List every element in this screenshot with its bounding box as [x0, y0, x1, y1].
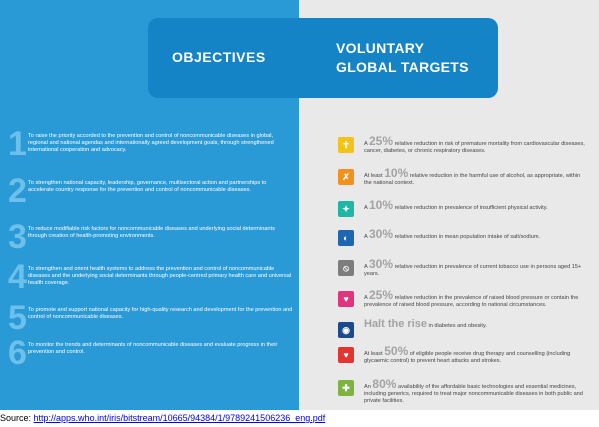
- target-lead: At least: [364, 173, 385, 179]
- objective-text: To strengthen national capacity, leadership, governance, multisectoral action and partnerships to accelerate country response for the prevention and control of noncommunicable diseases.: [28, 180, 267, 193]
- objective-text: To promote and support national capacity for high-quality research and development for the prevention and control of noncommunicable diseases.: [28, 307, 293, 320]
- objective-text: To raise the priority accorded to the prevention and control of noncommunicable diseases in global, regional and national agendas and internationally agreed development goals, through strengthened international cooperation and advocacy.: [28, 133, 274, 153]
- target-item: [338, 200, 588, 224]
- target-text: [364, 168, 589, 187]
- target-lead: A: [364, 141, 369, 147]
- target-item: [338, 346, 588, 370]
- objective-text: To monitor the trends and determinants of noncommunicable diseases and evaluate progress in their prevention and control.: [28, 342, 278, 355]
- target-figure: 50%: [384, 344, 409, 358]
- target-figure: 80%: [372, 377, 397, 391]
- target-figure: 25%: [368, 134, 394, 148]
- source-link[interactable]: http://apps.who.int/iris/bitstream/10665/94384/1/9789241506236_eng.pdf: [33, 413, 326, 423]
- target-figure: 30%: [368, 257, 394, 271]
- objective-text: To strengthen and orient health systems to address the prevention and control of noncommunicable diseases and the underlying social determinants through people-centred primary health care and universal health coverage.: [28, 266, 292, 286]
- objective-number: 3: [8, 218, 27, 256]
- physical-activity-icon: ✦: [338, 201, 354, 217]
- target-description: relative reduction in prevalence of current tobacco use in persons aged 15+ years.: [364, 264, 582, 277]
- target-figure: 10%: [368, 198, 394, 212]
- objectives-title: OBJECTIVES: [172, 49, 266, 65]
- targets-title-line1: VOLUNTARY: [336, 40, 425, 56]
- target-lead: A: [364, 264, 369, 270]
- target-item: [338, 290, 588, 314]
- source-label: Source:: [0, 413, 34, 423]
- target-description: relative reduction in risk of premature mortality from cardiovascular diseases, cancer, diabetes, or chronic respiratory diseases.: [364, 141, 585, 154]
- source-line: [0, 413, 325, 423]
- target-figure: 30%: [368, 227, 394, 241]
- objective-number: 1: [8, 125, 27, 163]
- target-item: [338, 168, 588, 192]
- target-text: [364, 318, 589, 330]
- target-description: relative reduction in mean population intake of salt/sodium.: [393, 234, 541, 240]
- objective-text: To reduce modifiable risk factors for noncommunicable diseases and underlying social determinants through creation of health-promoting environments.: [28, 226, 275, 239]
- targets-title-line2: GLOBAL TARGETS: [336, 59, 469, 75]
- target-item: [338, 379, 588, 403]
- target-description: availability of the affordable basic technologies and essential medicines, including generics, required to treat major noncommunicable diseases in both public and private facilities.: [364, 384, 583, 404]
- target-description: in diabetes and obesity.: [426, 323, 487, 329]
- objective-number: 5: [8, 299, 27, 337]
- target-text: [364, 379, 589, 405]
- target-description: relative reduction in the prevalence of raised blood pressure or contain the prevalence of raised blood pressure, according to national circumstances.: [364, 295, 579, 308]
- target-lead: A: [364, 234, 369, 240]
- target-lead: A: [364, 295, 369, 301]
- mortality-icon: ✝: [338, 137, 354, 153]
- objective-number: 6: [8, 334, 27, 372]
- target-text: [364, 200, 589, 212]
- target-text: [364, 229, 589, 241]
- target-description: relative reduction in the harmful use of alcohol, as appropriate, within the national context.: [364, 173, 581, 186]
- target-figure: 10%: [384, 166, 409, 180]
- target-item: [338, 318, 588, 345]
- target-text: [364, 346, 589, 365]
- target-item: [338, 259, 588, 283]
- target-figure: Halt the rise: [364, 318, 427, 330]
- diabetes-obesity-icon: ◉: [338, 322, 354, 338]
- target-lead: At least: [364, 351, 385, 357]
- essential-medicines-icon: ✚: [338, 380, 354, 396]
- target-description: of eligible people receive drug therapy and counselling (including glycaemic control) to prevent heart attacks and strokes.: [364, 351, 571, 364]
- target-lead: An: [364, 384, 373, 390]
- alcohol-icon: ✗: [338, 169, 354, 185]
- blood-pressure-icon: ♥: [338, 291, 354, 307]
- tobacco-icon: ⦸: [338, 260, 354, 276]
- objective-number: 4: [8, 258, 27, 296]
- target-item: [338, 229, 588, 253]
- target-text: [364, 290, 589, 309]
- header-banner: [148, 18, 498, 98]
- target-figure: 25%: [368, 288, 394, 302]
- objective-number: 2: [8, 172, 27, 210]
- target-text: [364, 136, 589, 155]
- target-description: relative reduction in prevalence of insufficient physical activity.: [393, 205, 548, 211]
- drug-therapy-icon: ♥: [338, 347, 354, 363]
- target-lead: A: [364, 205, 369, 211]
- target-text: [364, 259, 589, 278]
- target-item: [338, 136, 588, 160]
- targets-title: [336, 39, 469, 77]
- salt-icon: ◐: [338, 230, 354, 246]
